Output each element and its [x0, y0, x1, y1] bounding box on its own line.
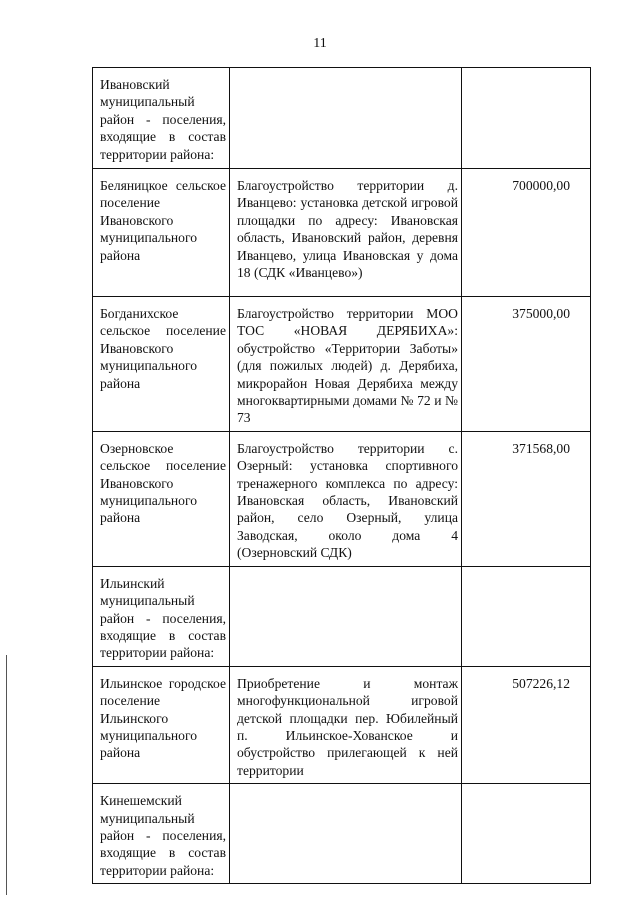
amount-cell — [462, 68, 591, 169]
amount-cell — [462, 566, 591, 666]
recipient-cell: Кинешемский муниципальный район - поселения, входящие в состав территории района: — [93, 784, 230, 884]
amount-cell: 375000,00 — [462, 297, 591, 432]
description-cell — [230, 784, 462, 884]
table-row-bogdanikhskoe — [93, 297, 591, 432]
recipient-cell: Озерновское сельское поселение Ивановского муниципального района — [93, 431, 230, 566]
table-row-belyanitskoe — [93, 169, 591, 297]
amount-cell — [462, 784, 591, 884]
table-row-district-ivanovsky — [93, 68, 591, 169]
table-row-district-kineshemsky — [93, 784, 591, 884]
margin-line — [6, 655, 7, 895]
table-row-district-ilyinsky — [93, 566, 591, 666]
table-row-ozernovskoe — [93, 431, 591, 566]
amount-cell: 371568,00 — [462, 431, 591, 566]
amount-cell: 507226,12 — [462, 666, 591, 783]
recipient-cell: Ильинский муниципальный район - поселения, входящие в состав территории района: — [93, 566, 230, 666]
recipient-cell: Ивановский муниципальный район - поселения, входящие в состав территории района: — [93, 68, 230, 169]
recipient-cell: Беляницкое сельское поселение Ивановского муниципального района — [93, 169, 230, 297]
page-number: 11 — [313, 36, 327, 51]
description-cell: Благоустройство территории с. Озерный: установка спортивного тренажерного комплекса по адресу: Ивановская область, Ивановский район, село Озерный, улица Заводская, около дома 4 (Озерновский СДК) — [230, 431, 462, 566]
amount-cell: 700000,00 — [462, 169, 591, 297]
allocation-table — [92, 67, 591, 884]
recipient-cell: Богданихское сельское поселение Ивановского муниципального района — [93, 297, 230, 432]
description-cell: Приобретение и монтаж многофункциональной игровой детской площадки пер. Юбилейный п. Ильинское-Хованское и обустройство прилегающей к ней территории — [230, 666, 462, 783]
description-cell: Благоустройство территории д. Иванцево: установка детской игровой площадки по адресу: Ивановская область, Ивановский район, деревня Иванцево, улица Ивановская у дома 18 (СДК «Иванцево») — [230, 169, 462, 297]
recipient-cell: Ильинское городское поселение Ильинского муниципального района — [93, 666, 230, 783]
description-cell — [230, 566, 462, 666]
description-cell: Благоустройство территории МОО ТОС «НОВАЯ ДЕРЯБИХА»: обустройство «Территории Заботы» (для пожилых людей) д. Дерябиха, микрорайон Новая Дерябиха между многоквартирными домами № 72 и № 73 — [230, 297, 462, 432]
description-cell — [230, 68, 462, 169]
table-row-ilyinskoe — [93, 666, 591, 783]
